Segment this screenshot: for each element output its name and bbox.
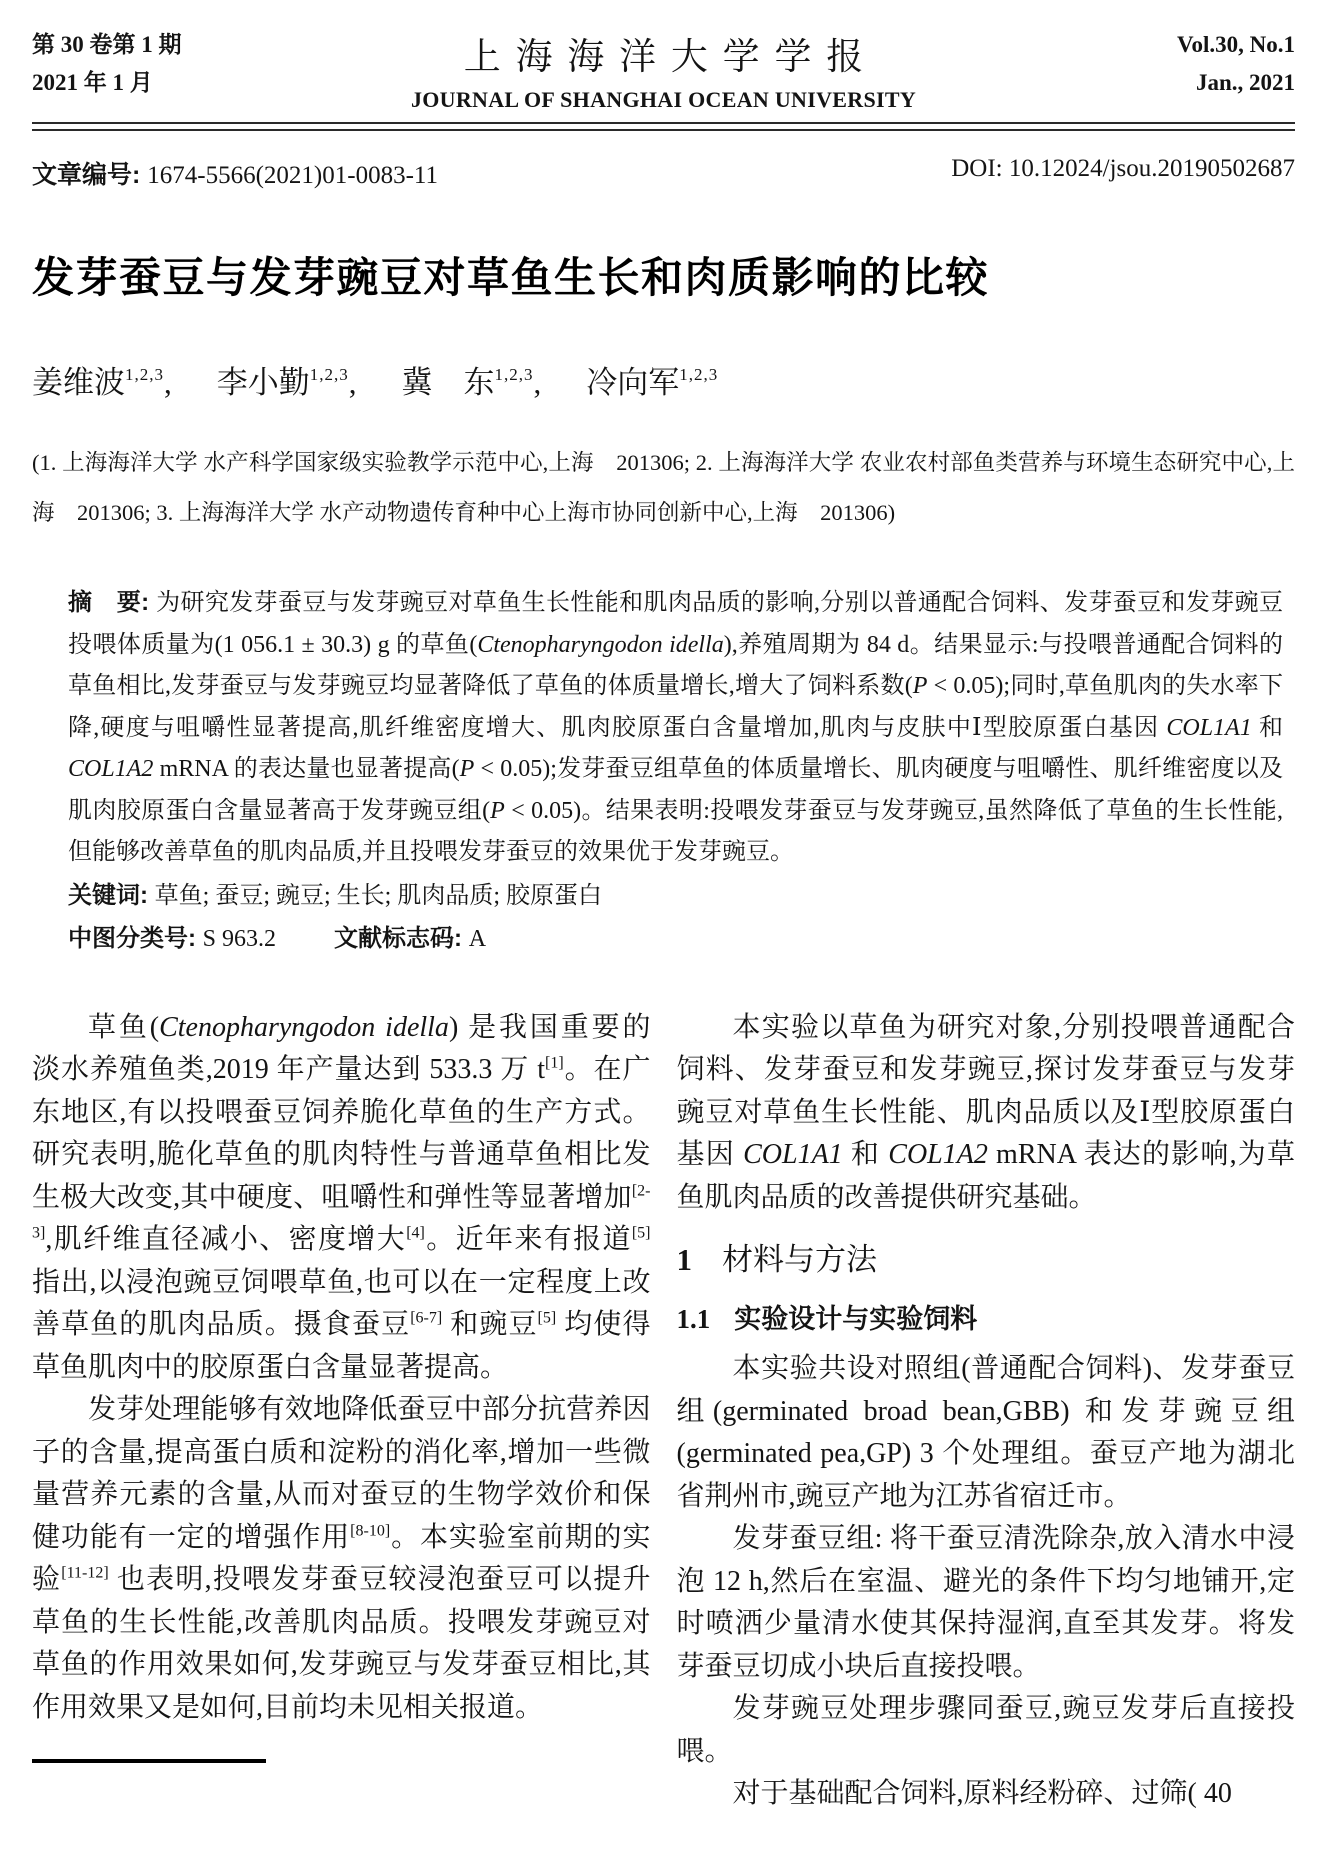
text-run: < 0.05);同时,草鱼肌肉的失水率下降,硬度与咀嚼性显著提高,肌纤维密度增大、肌肉胶原蛋白含量增加,肌肉与皮肤中Ⅰ型胶原蛋白基因 bbox=[68, 673, 1283, 741]
keywords-label: 关键词: bbox=[68, 881, 155, 909]
text-run: < 0.05);发芽蚕豆组草鱼的体质量增长、肌肉硬度与咀嚼性、肌纤维密度以及肌肉胶原蛋白含量显著高于发芽豌豆组( bbox=[68, 756, 1283, 824]
clc-label: 中图分类号: bbox=[68, 925, 203, 952]
text-run: ),养殖周期为 84 d。结果显示:与投喂普通配合饲料的草鱼相比,发芽蚕豆与发芽豌豆均显著降低了草鱼的体质量增长,增大了饲料系数( bbox=[68, 631, 1283, 699]
text-run: 发芽处理能够有效地降低蚕豆中部分抗营养因子的含量,提高蛋白质和淀粉的消化率,增加一些微量营养元素的含量,从而对蚕豆的生物学效价和保健功能有一定的增强作用 bbox=[32, 1394, 651, 1553]
footnote-rule bbox=[32, 1759, 266, 1763]
ref-citation-sup: [6-7] bbox=[410, 1309, 443, 1327]
article-id-value: 1674-5566(2021)01-0083-11 bbox=[147, 162, 438, 189]
ref-citation-sup: [11-12] bbox=[61, 1564, 109, 1582]
text-run: 和豌豆 bbox=[442, 1309, 538, 1340]
right-column bbox=[677, 1007, 1296, 1816]
body-paragraph: 发芽豌豆处理步骤同蚕豆,豌豆发芽后直接投喂。 bbox=[676, 1693, 1295, 1767]
author-name: 冀 东 bbox=[401, 365, 495, 400]
author bbox=[586, 365, 718, 400]
author-name: 姜维波 bbox=[32, 365, 125, 400]
date-cn: 2021 年 1 月 bbox=[32, 70, 153, 95]
text-run: 。在广东地区,有以投喂蚕豆饲养脆化草鱼的生产方式。研究表明,脆化草鱼的肌肉特性与普通草鱼相比发生极大改变,其中硬度、咀嚼性和弹性等显著增加 bbox=[32, 1054, 651, 1213]
author-separator: , bbox=[348, 365, 388, 400]
article-doi: DOI: 10.12024/jsou.20190502687 bbox=[951, 155, 1295, 182]
left-column bbox=[32, 1007, 651, 1816]
author-name: 冷向军 bbox=[586, 365, 680, 400]
issue-cn: 第 30 卷第 1 期 bbox=[32, 32, 182, 57]
author bbox=[217, 365, 402, 400]
article-id bbox=[32, 155, 438, 191]
text-run: 。近年来有报道 bbox=[424, 1224, 632, 1255]
doc-code-label: 文献标志码: bbox=[334, 925, 469, 952]
text-run: 本实验以草鱼为研究对象,分别投喂普通配合饲料、发芽蚕豆和发芽豌豆,探讨发芽蚕豆与发芽豌豆对草鱼生长性能、肌肉品质以及Ⅰ型胶原蛋白基因 bbox=[676, 1011, 1295, 1170]
author-name: 李小勤 bbox=[216, 365, 310, 400]
text-run: 和 bbox=[842, 1139, 889, 1170]
abstract-block bbox=[68, 582, 1283, 961]
text-run: 指出,以浸泡豌豆饲喂草鱼,也可以在一定程度上改善草鱼的肌肉品质。摄食蚕豆 bbox=[32, 1266, 651, 1340]
text-run: mRNA 表达的影响,为草鱼肌肉品质的改善提供研究基础。 bbox=[676, 1139, 1295, 1213]
header-double-rule bbox=[32, 122, 1295, 131]
section-number: 1.1 bbox=[676, 1303, 711, 1334]
text-run: 。本实验室前期的实验 bbox=[32, 1521, 651, 1595]
section-title: 实验设计与实验饲料 bbox=[734, 1303, 978, 1334]
ref-citation-sup: [2-3] bbox=[32, 1182, 651, 1242]
ref-citation-sup: [5] bbox=[631, 1224, 651, 1242]
gene-name-italic: COL1A1 bbox=[743, 1139, 843, 1170]
text-run: 为研究发芽蚕豆与发芽豌豆对草鱼生长性能和肌肉品质的影响,分别以普通配合饲料、发芽蚕豆和发芽豌豆投喂体质量为(1 056.1 ± 30.3) g 的草鱼( bbox=[68, 590, 1283, 658]
ref-citation-sup: [1] bbox=[544, 1054, 564, 1072]
abstract-label: 摘 要: bbox=[68, 589, 157, 616]
journal-title-cn: 上海海洋大学学报 bbox=[463, 37, 879, 78]
author-affil-sup: 1,2,3 bbox=[679, 365, 719, 384]
text-run: mRNA 的表达量也显著提高( bbox=[153, 756, 460, 782]
body-paragraph: 对于基础配合饲料,原料经粉碎、过筛( 40 bbox=[732, 1778, 1232, 1809]
abstract-paragraph bbox=[68, 582, 1283, 874]
journal-title-en: JOURNAL OF SHANGHAI OCEAN UNIVERSITY bbox=[410, 87, 917, 112]
header-issue-block-en bbox=[1075, 26, 1295, 102]
text-run: ) 是我国重要的淡水养殖鱼类,2019 年产量达到 533.3 万 t bbox=[32, 1011, 651, 1085]
author-affil-sup: 1,2,3 bbox=[309, 365, 349, 384]
journal-title-block bbox=[252, 26, 1075, 113]
text-run: 也表明,投喂发芽蚕豆较浸泡蚕豆可以提升草鱼的生长性能,改善肌肉品质。投喂发芽豌豆对草鱼的作用效果如何,发芽豌豆与发芽蚕豆相比,其作用效果又是如何,目前均未见相关报道。 bbox=[32, 1564, 651, 1723]
author bbox=[402, 365, 587, 400]
section-title: 材料与方法 bbox=[722, 1242, 877, 1277]
body-paragraph: 本实验共设对照组(普通配合饲料)、发芽蚕豆组(germinated broad bean,GBB) 和发芽豌豆组(germinated pea,GP) 3 个处理组。蚕豆产地为湖北省荆州市,豌豆产地为江苏省宿迁市。 bbox=[676, 1353, 1295, 1512]
body-paragraph bbox=[32, 1007, 651, 1390]
ref-citation-sup: [4] bbox=[406, 1224, 425, 1242]
article-id-label: 文章编号: bbox=[32, 161, 148, 189]
section-heading-1-1 bbox=[677, 1298, 1296, 1341]
author-affil-sup: 1,2,3 bbox=[125, 365, 164, 384]
ref-citation-sup: [8-10] bbox=[350, 1522, 391, 1540]
keywords-text: 草鱼; 蚕豆; 豌豆; 生长; 肌肉品质; 胶原蛋白 bbox=[154, 882, 603, 909]
clc-value: S 963.2 bbox=[202, 926, 277, 952]
text-run: ,肌纤维直径减小、密度增大 bbox=[45, 1224, 407, 1255]
species-name-italic: Ctenopharyngodon idella bbox=[477, 631, 724, 658]
body-paragraph: 发芽蚕豆组: 将干蚕豆清洗除杂,放入清水中浸泡 12 h,然后在室温、避光的条件下均匀地铺开,定时喷洒少量清水使其保持湿润,直至其发芽。将发芽蚕豆切成小块后直接投喂。 bbox=[676, 1523, 1295, 1682]
author-separator: , bbox=[164, 365, 203, 400]
affiliations: (1. 上海海洋大学 水产科学国家级实验教学示范中心,上海 201306; 2. 上海海洋大学 农业农村部鱼类营养与环境生态研究中心,上海 201306; 3. 上海海洋大学 水产动物遗传育种中心上海市协同创新中心,上海 201306) bbox=[32, 450, 1295, 525]
authors-line bbox=[32, 357, 1295, 402]
keywords-line bbox=[68, 875, 1283, 918]
section-number: 1 bbox=[676, 1242, 692, 1277]
text-run: 均使得草鱼肌肉中的胶原蛋白含量显著提高。 bbox=[32, 1309, 651, 1383]
gene-name-italic: COL1A1 bbox=[1166, 714, 1252, 741]
body-columns bbox=[32, 1007, 1295, 1816]
species-name-italic: Ctenopharyngodon idella bbox=[159, 1011, 449, 1043]
text-run: 和 bbox=[1251, 714, 1283, 741]
author bbox=[32, 365, 217, 400]
article-meta-row bbox=[32, 155, 1295, 191]
p-value-italic: P bbox=[490, 797, 505, 824]
author-affil-sup: 1,2,3 bbox=[494, 365, 534, 384]
journal-header bbox=[32, 26, 1295, 113]
p-value-italic: P bbox=[912, 673, 928, 699]
gene-name-italic: COL1A2 bbox=[68, 756, 154, 782]
gene-name-italic: COL1A2 bbox=[888, 1139, 988, 1170]
classification-line bbox=[68, 918, 1283, 961]
body-paragraph bbox=[32, 1389, 651, 1729]
ref-citation-sup: [5] bbox=[537, 1309, 557, 1327]
text-run: 草鱼( bbox=[88, 1011, 160, 1043]
body-paragraph bbox=[677, 1007, 1296, 1220]
article-title: 发芽蚕豆与发芽豌豆对草鱼生长和肉质影响的比较 bbox=[32, 254, 990, 301]
author-separator: , bbox=[533, 365, 573, 400]
text-run: < 0.05)。结果表明:投喂发芽蚕豆与发芽豌豆,虽然降低了草鱼的生长性能,但能够改善草鱼的肌肉品质,并且投喂发芽蚕豆的效果优于发芽豌豆。 bbox=[68, 797, 1283, 865]
section-heading-1 bbox=[677, 1239, 1296, 1282]
date-en: Jan., 2021 bbox=[1195, 70, 1295, 95]
p-value-italic: P bbox=[459, 756, 475, 782]
header-issue-block-cn bbox=[32, 26, 252, 102]
doc-code-value: A bbox=[468, 926, 487, 952]
issue-en: Vol.30, No.1 bbox=[1177, 32, 1295, 57]
